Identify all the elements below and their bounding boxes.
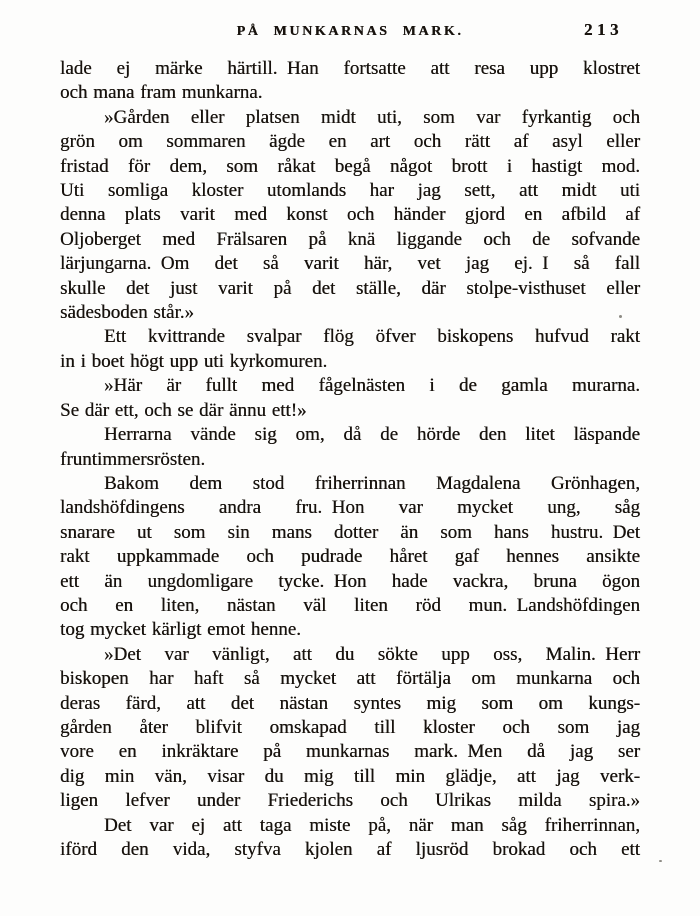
text-line: Ett kvittrande svalpar flög öfver biskopens hufvud rakt xyxy=(104,326,640,348)
text-line: Det var ej att taga miste på, när man såg friherrinnan, xyxy=(104,814,640,836)
text-line: gården åter blifvit omskapad till kloster och som jag xyxy=(60,716,640,738)
paragraph xyxy=(60,643,640,814)
text-line: Herrarna vände sig om, då de hörde den litet läspande xyxy=(104,424,640,446)
text-line: iförd den vida, styfva kjolen af ljusröd brokad och ett xyxy=(60,839,640,860)
text-line: vore en inkräktare på munkarnas mark. Men då jag ser xyxy=(60,741,640,763)
text-line: ligen lefver under Friederichs och Ulrikas milda spira.» xyxy=(60,790,640,812)
text-line: Bakom dem stod friherrinnan Magdalena Grönhagen, xyxy=(104,472,640,494)
text-line: deras färd, att det nästan syntes mig som om kungs- xyxy=(60,692,640,714)
text-line: in i boet högt upp uti kyrkomuren. xyxy=(60,350,328,372)
text-line: landshöfdingens andra fru. Hon var mycket ung, såg xyxy=(60,497,640,519)
text-line: dig min vän, visar du mig till min glädje, att jag verk- xyxy=(60,765,640,787)
text-line: biskopen har haft så mycket att förtälja om munkarna och xyxy=(60,668,640,690)
text-line: Se där ett, och se där ännu ett!» xyxy=(60,399,307,421)
text-line: och mana fram munkarna. xyxy=(60,82,263,104)
text-line: sädesboden står.» xyxy=(60,302,194,324)
text-line: fristad för dem, som råkat begå något brott i hastigt mod. xyxy=(60,155,640,177)
text-line: denna plats varit med konst och händer gjord en afbild af xyxy=(60,204,640,226)
text-line: Oljoberget med Frälsaren på knä liggande och de sofvande xyxy=(60,228,640,250)
paragraph xyxy=(60,472,640,643)
paragraph xyxy=(60,814,640,863)
text-line: lade ej märke härtill. Han fortsatte att resa upp klostret xyxy=(60,58,640,79)
text-line: skulle det just varit på det ställe, där stolpe-visthuset eller xyxy=(60,277,640,299)
text-line: tog mycket kärligt emot henne. xyxy=(60,619,301,641)
scan-speckle xyxy=(659,860,662,862)
paragraph xyxy=(60,106,640,326)
text-line: snarare ut som sin mans dotter än som hans hustru. Det xyxy=(60,521,640,543)
text-line: rakt uppkammade och pudrade håret gaf hennes ansikte xyxy=(60,546,640,568)
text-line: fruntimmersrösten. xyxy=(60,448,206,470)
scan-speckle xyxy=(619,315,622,318)
text-line: »Här är fullt med fågelnästen i de gamla murarna. xyxy=(104,375,640,397)
text-line: och en liten, nästan väl liten röd mun. Landshöfdingen xyxy=(60,594,640,616)
paragraph xyxy=(60,423,640,472)
page-body xyxy=(60,57,640,862)
text-line: »Gården eller platsen midt uti, som var fyrkantig och xyxy=(104,106,640,128)
page-number: 213 xyxy=(584,20,623,39)
text-line: »Det var vänligt, att du sökte upp oss, Malin. Herr xyxy=(104,643,640,665)
text-line: lärjungarna. Om det så varit här, vet jag ej. I så fall xyxy=(60,253,640,275)
running-title: PÅ MUNKARNAS MARK. xyxy=(236,24,464,39)
text-line: Uti somliga kloster utomlands har jag sett, att midt uti xyxy=(60,180,640,202)
paragraph xyxy=(60,57,640,106)
text-line: ett än ungdomligare tycke. Hon hade vackra, bruna ögon xyxy=(60,570,640,592)
paragraph xyxy=(60,325,640,374)
text-line: grön om sommaren ägde en art och rätt af asyl eller xyxy=(60,131,640,153)
page-header xyxy=(60,20,640,45)
paragraph xyxy=(60,374,640,423)
